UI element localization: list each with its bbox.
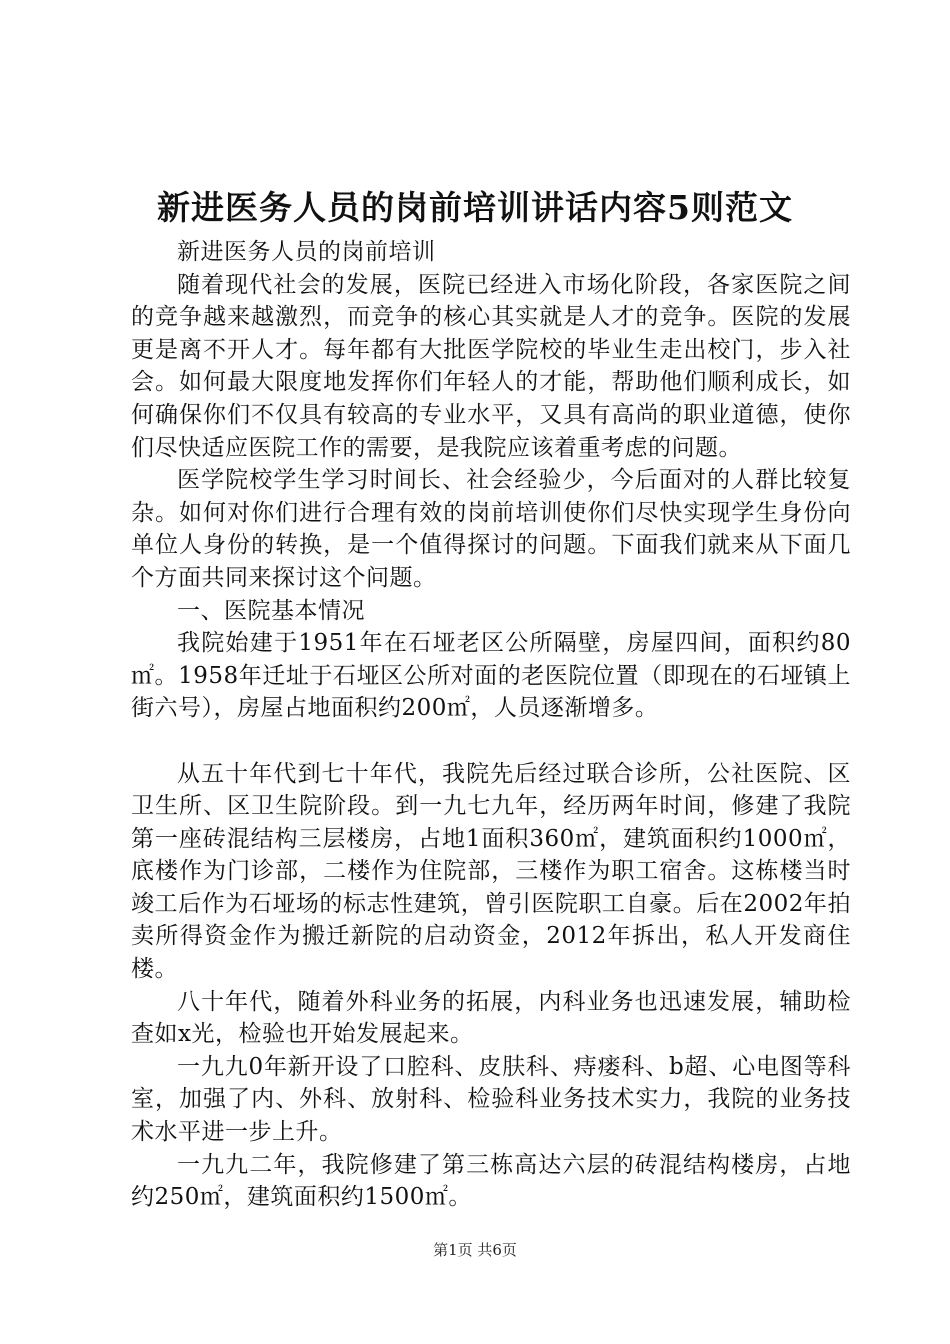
paragraph-eighties: 八十年代，随着外科业务的拓展，内科业务也迅速发展，辅助检查如x光，检验也开始发展起来。 <box>131 988 851 1048</box>
paragraph-subtitle: 新进医务人员的岗前培训 <box>177 239 436 265</box>
paragraph-intro: 随着现代社会的发展，医院已经进入市场化阶段，各家医院之间的竞争越来越激烈，而竞争的核心其实就是人才的竞争。医院的发展更是离不开人才。每年都有大批医学院校的毕业生走出校门，步入社会。如何最大限度地发挥你们年轻人的才能，帮助他们顺利成长，如何确保你们不仅具有较高的专业水平，又具有高尚的职业道德，使你们尽快适应医院工作的需要，是我院应该着重考虑的问题。 <box>131 271 851 461</box>
paragraph-history: 从五十年代到七十年代，我院先后经过联合诊所，公社医院、区卫生所、区卫生院阶段。到一九七九年，经历两年时间，修建了我院第一座砖混结构三层楼房，占地1面积360㎡，建筑面积约1000㎡，底楼作为门诊部，二楼作为住院部，三楼作为职工宿舍。这栋楼当时竣工后作为石垭场的标志性建筑，曾引医院职工自豪。后在2002年拍卖所得资金作为搬迁新院的启动资金，2012年拆出，私人开发商住楼。 <box>131 760 851 983</box>
blank-line <box>131 725 851 758</box>
paragraph-training: 医学院校学生学习时间长、社会经验少，今后面对的人群比较复杂。如何对你们进行合理有效的岗前培训使你们尽快实现学生身份向单位人身份的转换，是一个值得探讨的问题。下面我们就来从下面几个方面共同来探讨这个问题。 <box>131 467 851 591</box>
section-heading: 一、医院基本情况 <box>177 597 365 624</box>
document-title: 新进医务人员的岗前培训讲话内容5则范文 <box>157 188 793 227</box>
page-footer: 第1页 共6页 <box>433 1241 517 1259</box>
paragraph-founding: 我院始建于1951年在石垭老区公所隔壁，房屋四间，面积约80㎡。1958年迁址于石垭区公所对面的老医院位置（即现在的石垭镇上街六号），房屋占地面积约200㎡，人员逐渐增多。 <box>131 630 851 722</box>
document-body <box>131 236 851 1214</box>
paragraph-1990: 一九九0年新开设了口腔科、皮肤科、痔瘘科、b超、心电图等科室，加强了内、外科、放射科、检验科业务技术实力，我院的业务技术水平进一步上升。 <box>131 1053 851 1146</box>
paragraph-1992: 一九九二年，我院修建了第三栋高达六层的砖混结构楼房，占地约250㎡，建筑面积约1500㎡。 <box>131 1151 851 1211</box>
